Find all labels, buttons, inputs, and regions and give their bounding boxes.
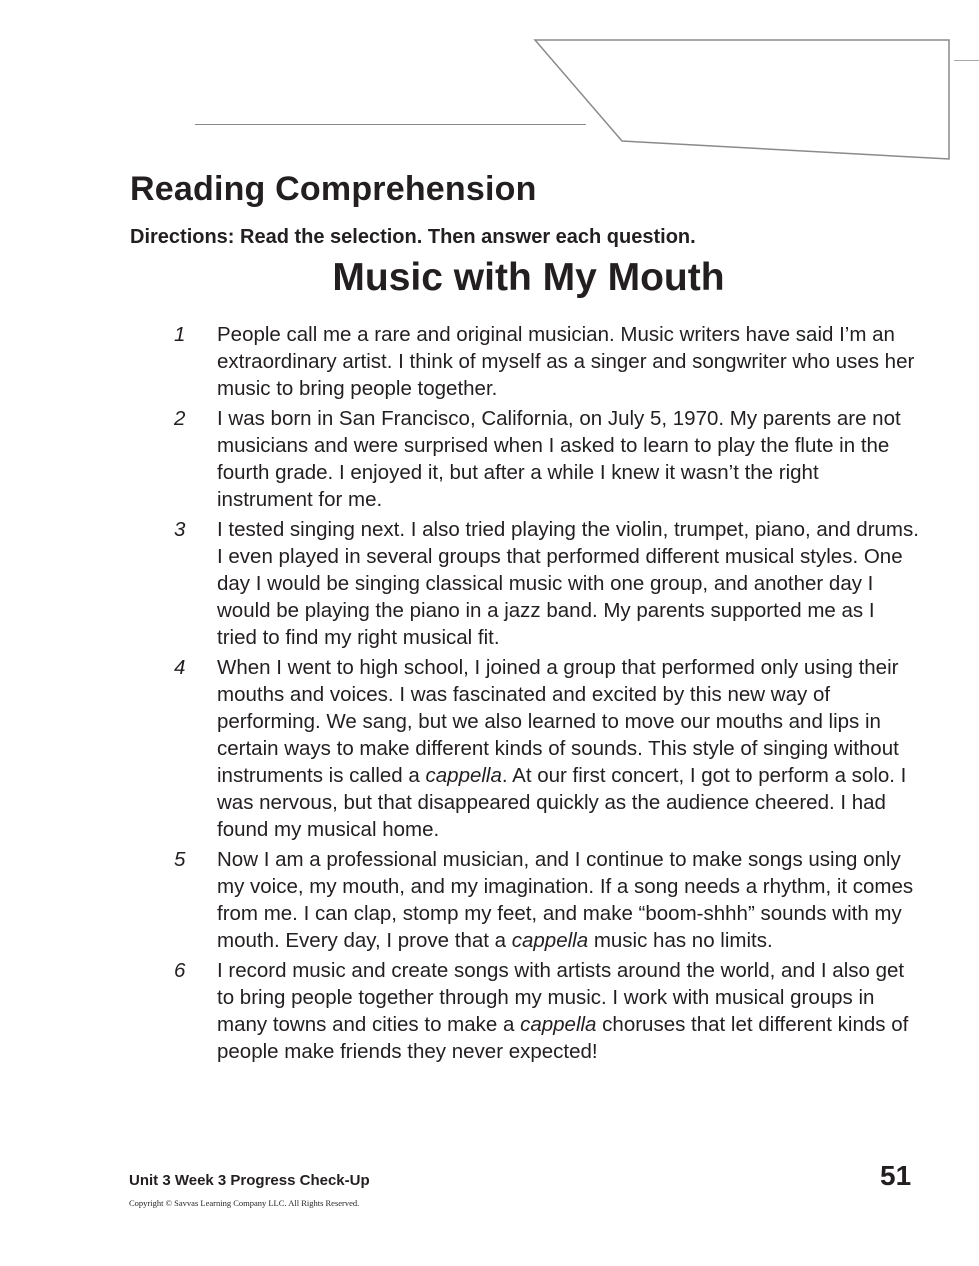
paragraph-text: I tested singing next. I also tried playing the violin, trumpet, piano, and drums. I even played in several groups that performed different musical styles. One day I would be singing classical music with one group, and another day I would be playing the piano in a jazz band. My parents supported me as I tried to find my right musical fit. bbox=[217, 518, 919, 649]
paragraph-text: When I went to high school, I joined a group that performed only using their mouths and voices. I was fascinated and excited by this new way of performing. We sang, but we also learned to move our mouths and lips in certain ways to make different kinds of sounds. This style of singing without instruments is called a cappella. At our first concert, I got to perform a solo. I was nervous, but that disappeared quickly as the audience cheered. I had found my musical home. bbox=[217, 656, 907, 841]
paragraph-5 bbox=[170, 846, 920, 954]
italic-term: cappella bbox=[425, 764, 502, 787]
paragraph-2 bbox=[170, 405, 920, 513]
paragraph-4 bbox=[170, 654, 920, 843]
paragraph-6 bbox=[170, 957, 920, 1065]
paragraph-text: I record music and create songs with artists around the world, and I also get to bring people together through my music. I work with musical groups in many towns and cities to make a cappella choruses that let different kinds of people make friends they never expected! bbox=[217, 959, 909, 1063]
italic-term: cappella bbox=[520, 1013, 597, 1036]
paragraph-number: 2 bbox=[174, 407, 186, 430]
paragraph-number: 4 bbox=[174, 656, 186, 679]
header-box-shape bbox=[0, 0, 979, 170]
paragraph-number: 5 bbox=[174, 848, 186, 871]
story-title: Music with My Mouth bbox=[332, 256, 725, 299]
paragraph-text: I was born in San Francisco, California, on July 5, 1970. My parents are not musicians and were surprised when I asked to learn to play the flute in the fourth grade. I enjoyed it, but after a while I knew it wasn’t the right instrument for me. bbox=[217, 407, 901, 511]
paragraph-3 bbox=[170, 516, 920, 651]
story-paragraphs bbox=[170, 321, 920, 1068]
page-edge-mark bbox=[954, 60, 979, 61]
paragraph-number: 1 bbox=[174, 323, 186, 346]
section-title: Reading Comprehension bbox=[130, 170, 537, 208]
page-number: 51 bbox=[880, 1160, 912, 1191]
footer-unit-label: Unit 3 Week 3 Progress Check-Up bbox=[129, 1172, 370, 1189]
paragraph-text: Now I am a professional musician, and I continue to make songs using only my voice, my mouth, and my imagination. If a song needs a rhythm, it comes from me. I can clap, stomp my feet, and make “boom-shhh” sounds with my mouth. Every day, I prove that a cappella music has no limits. bbox=[217, 848, 914, 952]
paragraph-number: 6 bbox=[174, 959, 186, 982]
directions: Directions: Read the selection. Then answer each question. bbox=[130, 226, 696, 248]
footer-copyright: Copyright © Savvas Learning Company LLC. All Rights Reserved. bbox=[129, 1198, 360, 1208]
italic-term: cappella bbox=[511, 929, 589, 952]
paragraph-text: People call me a rare and original musician. Music writers have said I’m an extraordinary artist. I think of myself as a singer and songwriter who uses her music to bring people together. bbox=[217, 323, 915, 400]
paragraph-number: 3 bbox=[174, 518, 186, 541]
paragraph-1 bbox=[170, 321, 920, 402]
